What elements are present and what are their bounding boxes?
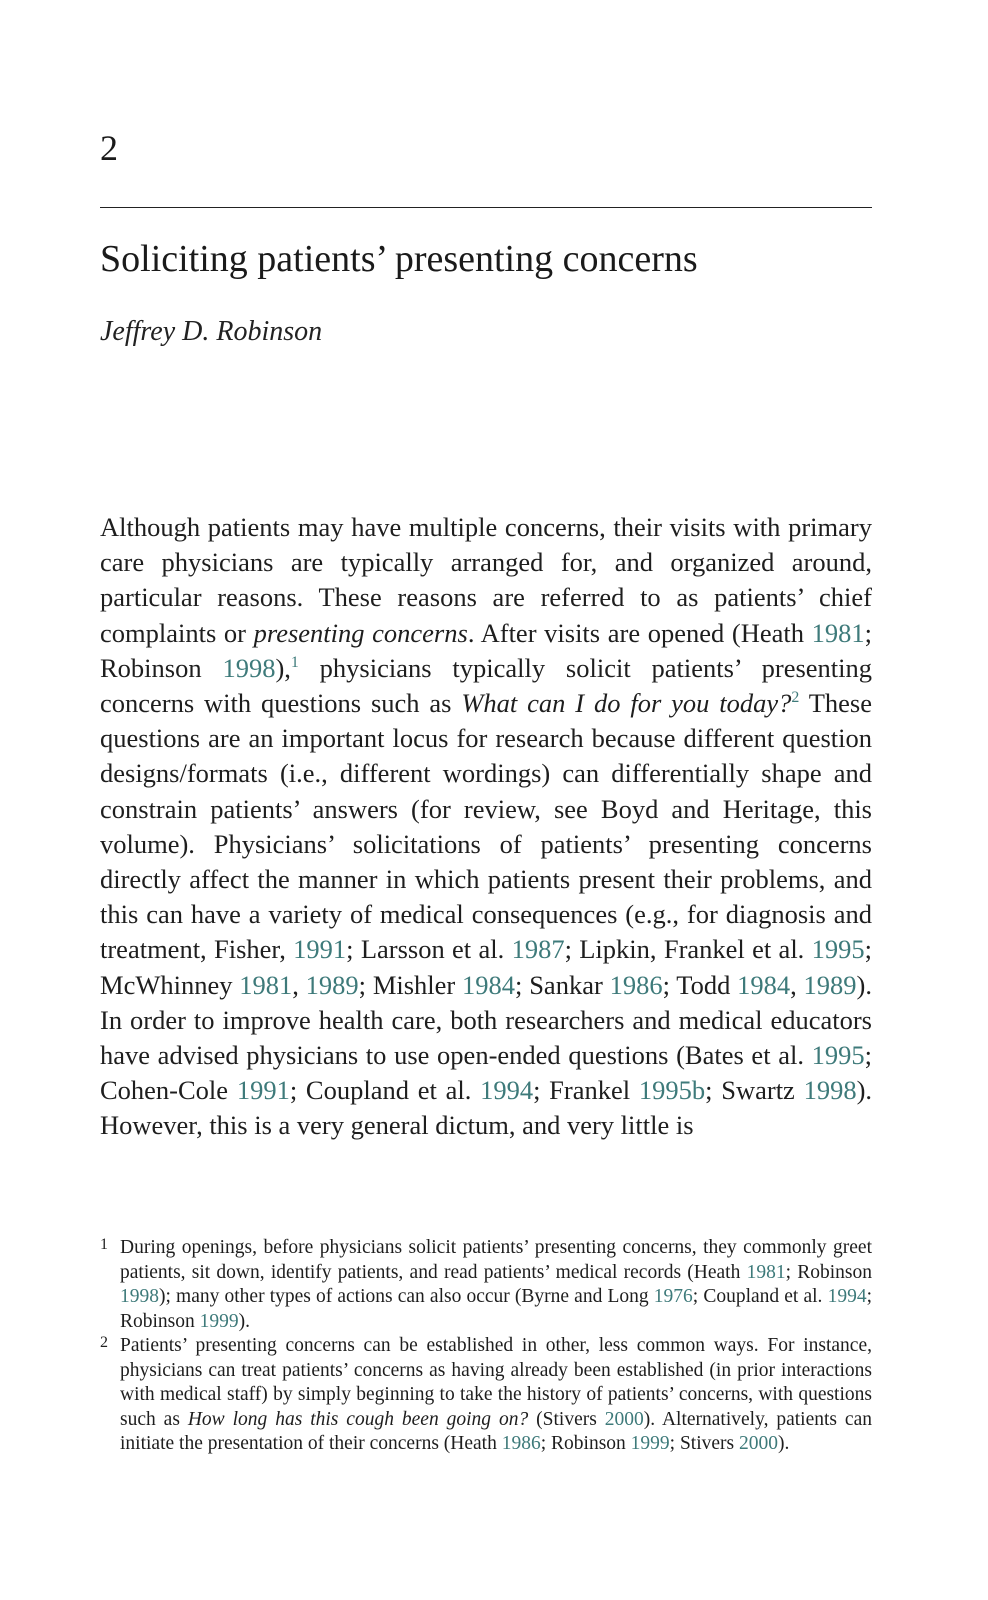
text-span: ). In order to improve health care, both researchers and medical educators have advised physicians to use open-ended questions (Bates et al.	[100, 969, 872, 1071]
citation-link[interactable]: 1995	[811, 934, 865, 965]
citation-link[interactable]: 1984	[462, 969, 516, 1000]
chapter-number: 2	[100, 128, 118, 168]
text-span: ; Lipkin, Frankel et al.	[564, 934, 812, 965]
citation-link[interactable]: 1981	[746, 1261, 786, 1283]
italic-question: What can I do for you today?	[461, 688, 792, 719]
text-span: ; Robinson	[100, 617, 872, 683]
text-span: ; Sankar	[515, 969, 610, 1000]
text-span: Patients’ presenting concerns can be established in other, less common ways. For instance, physicians can treat patients’ concerns as having already been established (in prior interactions with medical staff) by simply beginning to take the history of patients’ concerns, with questions such as	[120, 1335, 872, 1430]
text-span: ; Frankel	[533, 1075, 639, 1106]
text-span: ).	[778, 1433, 790, 1454]
text-span: ; Stivers	[669, 1433, 740, 1454]
text-span: ),	[275, 652, 291, 683]
body-paragraph	[100, 510, 872, 1144]
text-span: Although patients may have multiple concerns, their visits with primary care physicians are typically arranged for, and organized around, particular reasons. These reasons are referred to as patients’ chief complaints or	[100, 512, 872, 648]
text-span: These questions are an important locus for research because different question designs/formats (i.e., different wordings) can differentially shape and constrain patients’ answers (for review, see Boyd and Heritage, this volume). Physicians’ solicitations of patients’ presenting concerns directly affect the manner in which patients present their problems, and this can have a variety of medical consequences (e.g., for diagnosis and treatment, Fisher,	[100, 688, 872, 965]
text-span: (Stivers	[528, 1408, 605, 1430]
text-span: ; McWhinney	[100, 934, 873, 1000]
footnotes	[100, 1236, 872, 1457]
citation-link[interactable]: 1976	[653, 1286, 693, 1307]
footnote-marker[interactable]: 1	[290, 653, 299, 671]
footnote-number: 1	[100, 1236, 108, 1253]
text-span: ; Robinson	[120, 1286, 872, 1332]
chapter-divider	[100, 207, 872, 208]
text-span: ; Coupland et al.	[692, 1286, 828, 1307]
citation-link[interactable]: 1999	[630, 1433, 670, 1454]
text-span: . After visits are opened (Heath	[467, 617, 812, 648]
citation-link[interactable]: 2000	[739, 1433, 779, 1454]
text-span: ). Alternatively, patients can initiate the presentation of their concerns (Heath	[120, 1408, 872, 1454]
text-span: ; Todd	[662, 969, 738, 1000]
citation-link[interactable]: 1989	[305, 969, 359, 1000]
citation-link[interactable]: 1986	[501, 1433, 541, 1454]
text-span: During openings, before physicians solicit patients’ presenting concerns, they commonly greet patients, sit down, identify patients, and read patients’ medical records (Heath	[120, 1237, 872, 1283]
citation-link[interactable]: 1998	[803, 1075, 857, 1106]
citation-link[interactable]: 1998	[222, 652, 276, 683]
citation-link[interactable]: 2000	[604, 1408, 644, 1430]
chapter-author: Jeffrey D. Robinson	[100, 316, 323, 347]
citation-link[interactable]: 1994	[827, 1286, 867, 1307]
citation-link[interactable]: 1981	[239, 969, 293, 1000]
text-span: ,	[790, 969, 804, 1000]
text-span: ,	[292, 969, 306, 1000]
citation-link[interactable]: 1989	[803, 969, 857, 1000]
footnote-marker[interactable]: 2	[791, 689, 800, 707]
text-span: ).	[238, 1310, 251, 1332]
text-span: ; Mishler	[358, 969, 463, 1000]
text-span: ; Coupland et al.	[289, 1075, 481, 1106]
citation-link[interactable]: 1995	[811, 1040, 865, 1071]
text-span: ; Swartz	[705, 1075, 804, 1106]
text-span: ); many other types of actions can also occur (Byrne and Long	[159, 1286, 654, 1307]
text-span: ; Cohen-Cole	[100, 1040, 872, 1106]
text-span: ). However, this is a very general dictum, and very little is	[100, 1075, 873, 1141]
citation-link[interactable]: 1998	[120, 1286, 159, 1307]
citation-link[interactable]: 1981	[811, 617, 865, 648]
citation-link[interactable]: 1986	[609, 969, 663, 1000]
chapter-title: Soliciting patients’ presenting concerns	[100, 238, 698, 280]
citation-link[interactable]: 1994	[480, 1075, 534, 1106]
footnote	[100, 1334, 872, 1457]
text-span: physicians typically solicit patients’ presenting concerns with questions such as	[100, 652, 873, 719]
citation-link[interactable]: 1991	[293, 934, 347, 965]
footnote	[100, 1236, 872, 1334]
text-span: ; Larsson et al.	[346, 934, 512, 965]
italic-question: How long has this cough been going on?	[187, 1408, 529, 1430]
citation-link[interactable]: 1995b	[638, 1075, 706, 1106]
footnote-number: 2	[100, 1334, 108, 1351]
italic-term: presenting concerns	[253, 617, 468, 648]
citation-link[interactable]: 1984	[737, 969, 791, 1000]
citation-link[interactable]: 1991	[236, 1075, 290, 1106]
text-span: ; Robinson	[785, 1261, 873, 1283]
citation-link[interactable]: 1987	[511, 934, 565, 965]
citation-link[interactable]: 1999	[199, 1310, 239, 1332]
text-span: ; Robinson	[540, 1433, 631, 1454]
